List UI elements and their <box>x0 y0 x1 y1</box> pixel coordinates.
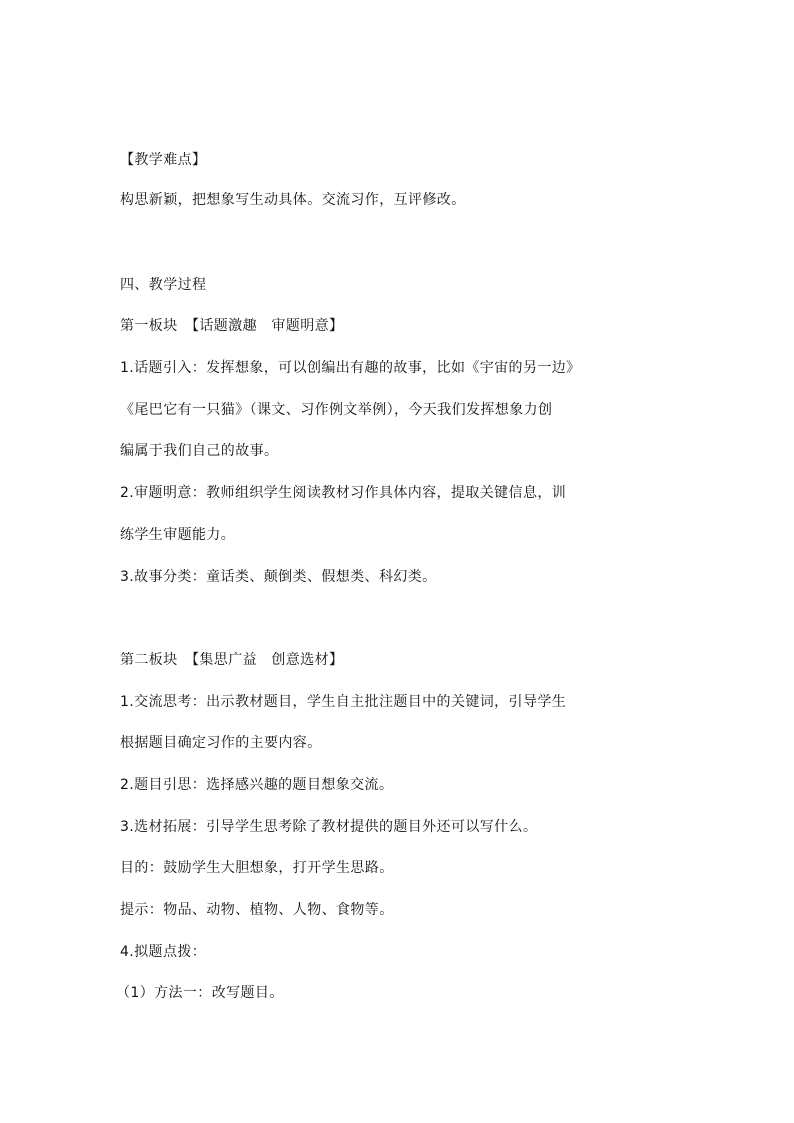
paragraph-line: （1）方法一：改写题目。 <box>116 985 284 1001</box>
heading-section-two: 第二板块 【集思广益 创意选材】 <box>120 652 344 668</box>
paragraph-line: 1.话题引入：发挥想象，可以创编出有趣的故事，比如《宇宙的另一边》 <box>120 360 581 376</box>
paragraph-line: 1.交流思考：出示教材题目，学生自主批注题目中的关键词，引导学生 <box>120 694 567 710</box>
paragraph-line: 根据题目确定习作的主要内容。 <box>120 735 322 751</box>
paragraph-line: 《尾巴它有一只猫》（课文、习作例文举例），今天我们发挥想象力创 <box>120 402 553 418</box>
paragraph-line: 2.审题明意：教师组织学生阅读教材习作具体内容，提取关键信息，训 <box>120 485 567 501</box>
paragraph-line: 编属于我们自己的故事。 <box>120 443 279 459</box>
paragraph-line: 2.题目引思：选择感兴趣的题目想象交流。 <box>120 777 394 793</box>
paragraph-line: 4.拟题点拨： <box>120 944 207 960</box>
paragraph-line: 目的：鼓励学生大胆想象，打开学生思路。 <box>120 860 394 876</box>
paragraph-line: 3.故事分类：童话类、颠倒类、假想类、科幻类。 <box>120 569 437 585</box>
paragraph-line: 3.选材拓展：引导学生思考除了教材提供的题目外还可以写什么。 <box>120 819 538 835</box>
heading-teaching-process: 四、教学过程 <box>120 277 207 293</box>
heading-teaching-difficulty: 【教学难点】 <box>120 152 207 168</box>
paragraph-difficulty-content: 构思新颖，把想象写生动具体。交流习作，互评修改。 <box>120 192 466 208</box>
paragraph-line: 练学生审题能力。 <box>120 527 236 543</box>
paragraph-line: 提示：物品、动物、植物、人物、食物等。 <box>120 902 394 918</box>
heading-section-one: 第一板块 【话题激趣 审题明意】 <box>120 318 344 334</box>
